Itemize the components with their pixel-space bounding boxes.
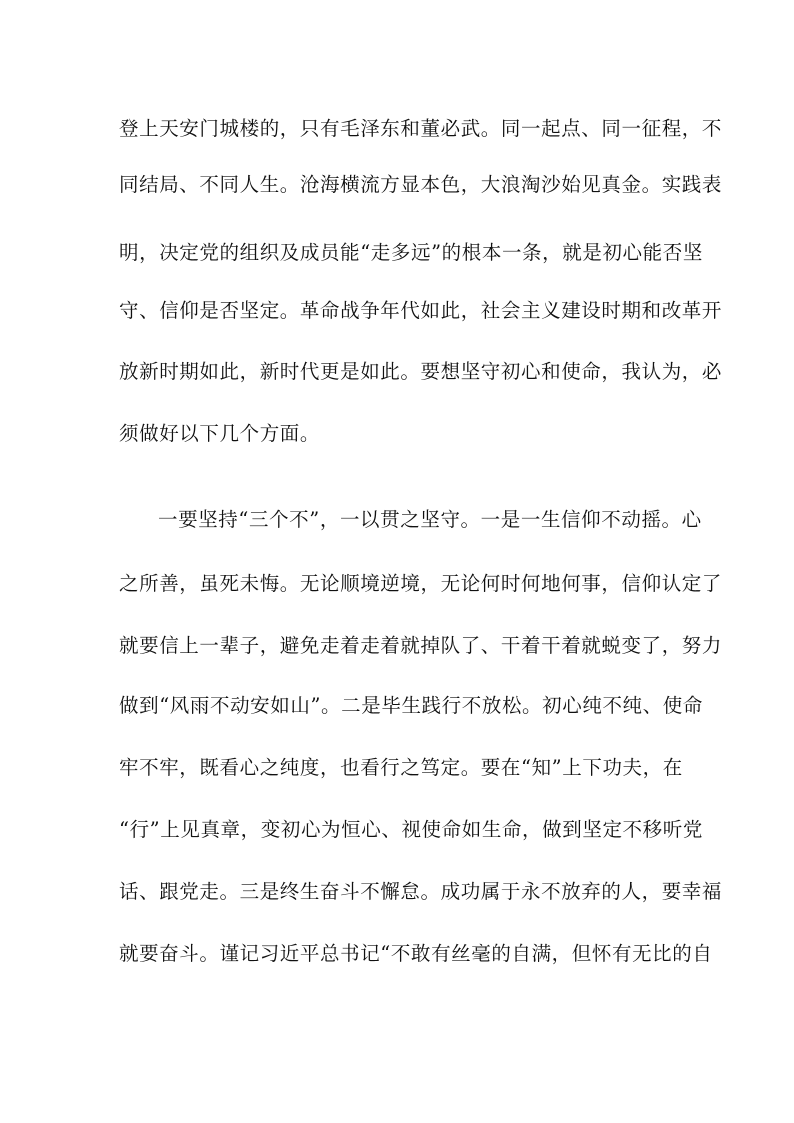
paragraph-1-line-3: 明，决定党的组织及成员能“走多远”的根本一条，就是初心能否坚	[119, 241, 703, 264]
paragraph-2-line-5: 牢不牢，既看心之纯度，也看行之笃定。要在“知”上下功夫，在	[119, 756, 683, 779]
paragraph-2-line-8: 就要奋斗。谨记习近平总书记“不敢有丝毫的自满，但怀有无比的自	[119, 942, 713, 965]
paragraph-2-line-6: “行”上见真章，变初心为恒心、视使命如生命，做到坚定不移听党	[119, 818, 703, 841]
paragraph-2-line-3: 就要信上一辈子，避免走着走着就掉队了、干着干着就蜕变了，努力	[119, 634, 723, 657]
paragraph-1-line-4: 守、信仰是否坚定。革命战争年代如此，社会主义建设时期和改革开	[119, 299, 723, 322]
paragraph-2-line-2: 之所善，虽死未悔。无论顺境逆境，无论何时何地何事，信仰认定了	[119, 572, 723, 595]
paragraph-1-line-5: 放新时期如此，新时代更是如此。要想坚守初心和使命，我认为，必	[119, 360, 723, 383]
paragraph-1-line-6: 须做好以下几个方面。	[119, 422, 321, 445]
paragraph-1-line-1: 登上天安门城楼的，只有毛泽东和董必武。同一起点、同一征程，不	[119, 117, 723, 140]
paragraph-2-line-7: 话、跟党走。三是终生奋斗不懈怠。成功属于永不放弃的人，要幸福	[119, 880, 723, 903]
paragraph-2-line-1: 一要坚持“三个不”，一以贯之坚守。一是一生信仰不动摇。心	[158, 508, 702, 531]
paragraph-1-line-2: 同结局、不同人生。沧海横流方显本色，大浪淘沙始见真金。实践表	[119, 173, 723, 196]
paragraph-2-line-4: 做到“风雨不动安如山”。二是毕生践行不放松。初心纯不纯、使命	[119, 694, 703, 717]
